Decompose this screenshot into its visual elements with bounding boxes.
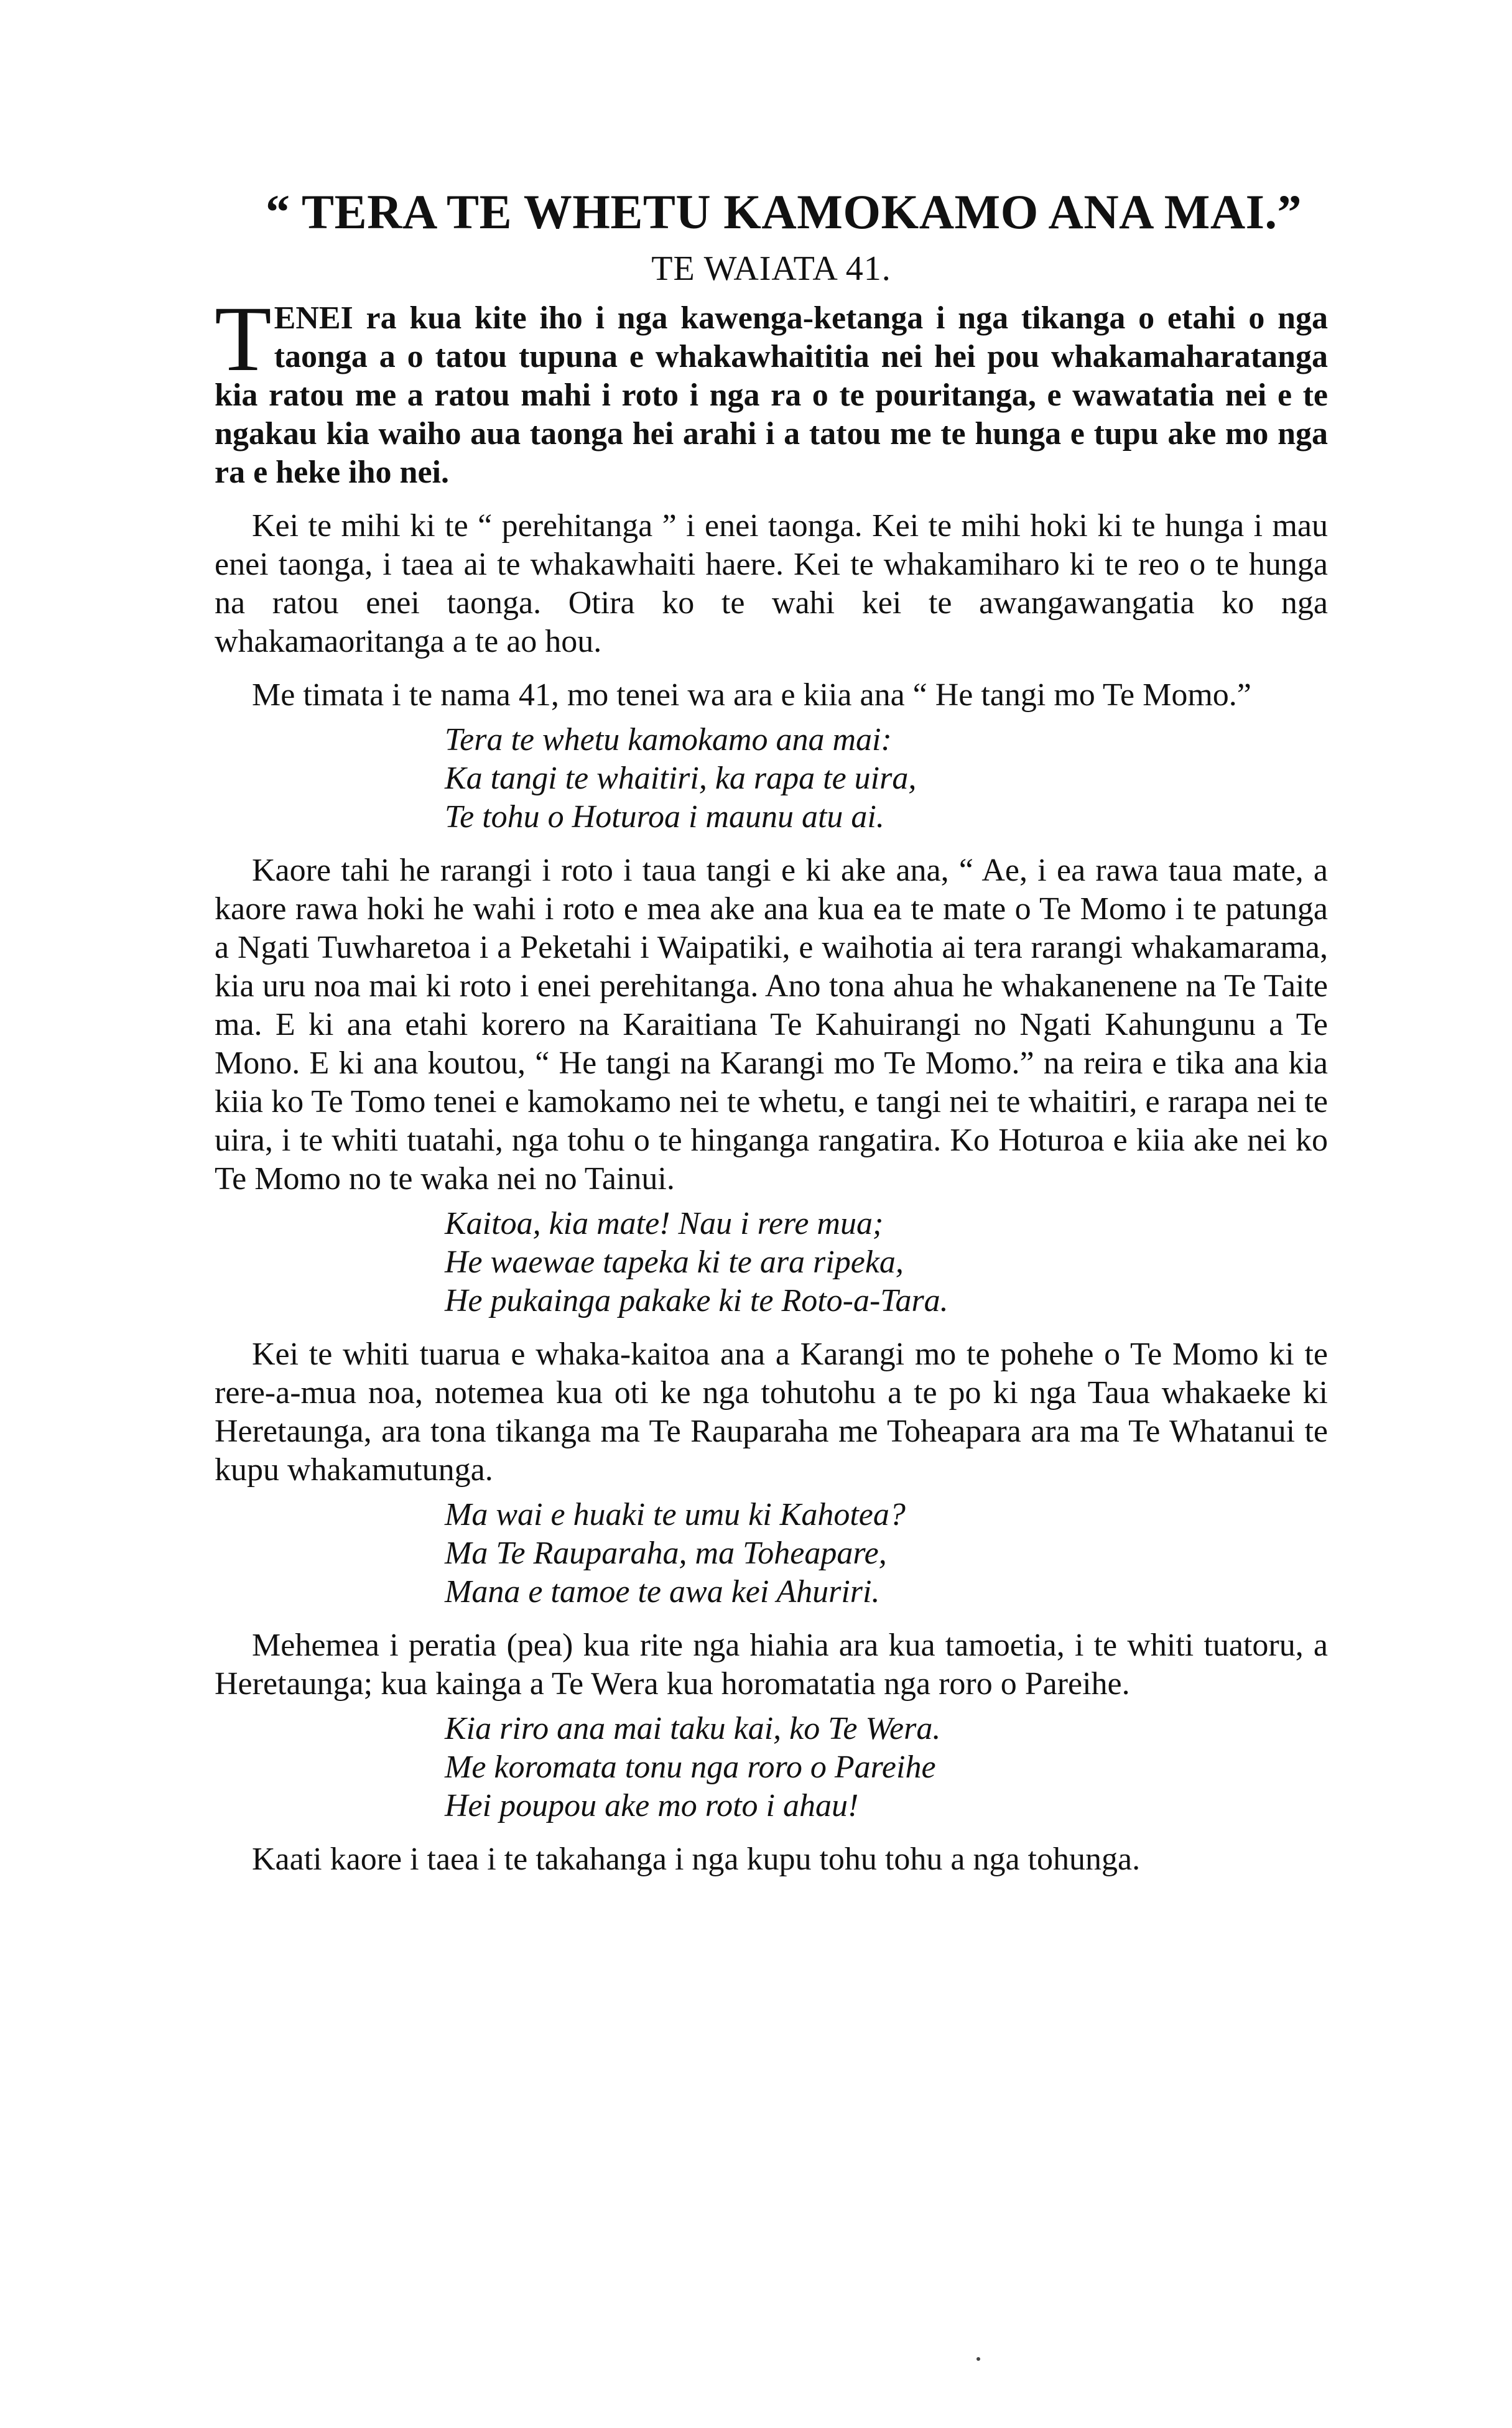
paragraph-6: Mehemea i peratia (pea) kua rite nga hiahia ara kua tamoetia, i te whiti tuatoru, a Heretaunga; kua kainga a Te Wera kua horomatatia nga roro o Pareihe. [215,1628,1328,1702]
paragraph-1-text: ENEI ra kua kite iho i nga kawenga-ketanga i nga tikanga o etahi o nga taonga a o tatou tupuna e whakawhaititia nei hei pou whakamaharatanga kia ratou me a ratou mahi i roto i nga ra o te pouritanga, e wawatatia nei e te ngakau kia waiho aua taonga hei arahi i a tatou me te hunga e tupu ake mo nga ra e heke iho nei. [215,300,1328,491]
verse-line: Kaitoa, kia mate! Nau i rere mua; [445,1206,884,1242]
paragraph-4: Kaore tahi he rarangi i roto i taua tangi e ki ake ana, “ Ae, i ea rawa taua mate, a kaore rawa hoki he wahi i roto e mea ake ana kua ea te mate o Te Momo i te patunga a Ngati Tuwharetoa i a Peketahi i Waipatiki, e waihotia ai tera rarangi whakamarama, kia uru noa mai ki roto i enei perehitanga. Ano tona ahua he whakanenene na Te Taite ma. E ki ana etahi korero na Karaitiana Te Kahuirangi no Ngati Kahungunu a Te Mono. E ki ana koutou, “ He tangi na Karangi mo Te Momo.” na reira e tika ana kia kiia ko Te Tomo tenei e kamokamo nei te whetu, e tangi nei te whaitiri, e rarapa nei te uira, i te whiti tuatahi, nga tohu o te hinganga rangatira. Ko Hoturoa e kiia ake nei ko Te Momo no te waka nei no Tainui. [215,853,1328,1197]
song-number-heading: TE WAIATA 41. [651,249,891,288]
paragraph-5: Kei te whiti tuarua e whaka-kaitoa ana a Karangi mo te pohehe o Te Momo ki te rere-a-mua noa, notemea kua oti ke nga tohutohu a te po ki nga Taua whakaeke ki Heretaunga, ara tona tikanga ma Te Rauparaha me Toheapara ara ma Te Whatanui te kupu whakamutunga. [215,1337,1328,1488]
verse-line: Tera te whetu kamokamo ana mai: [445,722,892,758]
paragraph-7: Kaati kaore i taea i te takahanga i nga kupu tohu tohu a nga tohunga. [252,1842,1141,1878]
verse-line: Mana e tamoe te awa kei Ahuriri. [445,1574,880,1610]
verse-line: Ma wai e huaki te umu ki Kahotea? [445,1497,906,1533]
verse-stanza-1 [215,721,1328,836]
verse-line: Kia riro ana mai taku kai, ko Te Wera. [445,1711,941,1747]
print-speck-mark [976,2357,980,2361]
verse-line: Me koromata tonu nga roro o Pareihe [445,1749,936,1786]
verse-line: Te tohu o Hoturoa i maunu atu ai. [445,799,884,835]
verse-line: Hei poupou ake mo roto i ahau! [445,1788,859,1824]
verse-line: Ma Te Rauparaha, ma Toheapare, [445,1536,887,1572]
verse-stanza-2 [215,1205,1328,1320]
paragraph-1 [215,287,1328,492]
document-title: “ TERA TE WHETU KAMOKAMO ANA MAI.” [265,185,1302,239]
verse-line: He waewae tapeka ki te ara ripeka, [445,1244,904,1281]
verse-stanza-3 [215,1496,1328,1611]
paragraph-2: Kei te mihi ki te “ perehitanga ” i enei taonga. Kei te mihi hoki ki te hunga i mau enei taonga, i taea ai te whakawhaiti haere. Kei te whakamiharo ki te reo o te hunga na ratou enei taonga. Otira ko te wahi kei te awangawangatia ko nga whakamaoritanga a te ao hou. [215,508,1328,660]
verse-stanza-4 [215,1710,1328,1825]
drop-cap-letter: T [215,287,272,391]
verse-line: Ka tangi te whaitiri, ka rapa te uira, [445,761,917,797]
document-page [215,187,1328,1879]
verse-line: He pukainga pakake ki te Roto-a-Tara. [445,1283,948,1319]
paragraph-3: Me timata i te nama 41, mo tenei wa ara e kiia ana “ He tangi mo Te Momo.” [252,677,1251,713]
